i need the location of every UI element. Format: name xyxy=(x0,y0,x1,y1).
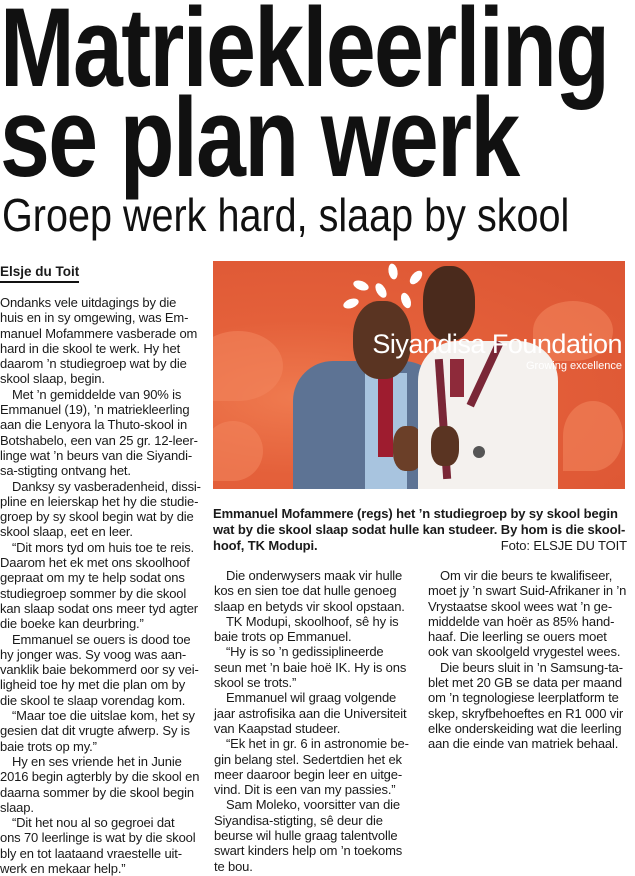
body-text-line: Om vir die beurs te kwalifiseer, xyxy=(440,568,613,583)
body-text-line: skool slaap, begin. xyxy=(0,371,105,387)
body-text-line: gesien dat dit vrugte afwerp. Sy is xyxy=(0,723,190,739)
body-text-line: vind. Dit is een van my passies.” xyxy=(214,782,396,798)
body-text-line: Die onderwysers maak vir hulle xyxy=(226,568,403,583)
body-text-line: baie trots op my.” xyxy=(0,738,97,754)
body-text-line: Met ’n gemiddelde van 90% is xyxy=(12,386,182,402)
logo-text: Siyandisa Foundation xyxy=(372,329,622,359)
body-text-line: sa-stigting ontvang het. xyxy=(0,463,131,479)
body-text-line: vanklik baie bekommerd oor sy vei- xyxy=(0,662,199,678)
photo-caption xyxy=(213,506,627,554)
body-text-line: slaap. xyxy=(0,799,34,815)
body-text-line: bly en tot laataand vraestelle uit- xyxy=(0,845,182,861)
body-text-line: blet met 20 GB se data per maand xyxy=(428,675,622,691)
caption-line: wat by die skool slaap sodat hulle kan studeer. By hom is die skool- xyxy=(213,522,626,537)
body-text-line: 2016 begin agterbly by die skool en xyxy=(0,769,200,785)
body-text-line: meer daaroor begin leer en uitge- xyxy=(214,766,402,782)
article-column-2 xyxy=(214,568,420,874)
article-column-3 xyxy=(428,568,628,752)
body-text-line: jaar astrofisika aan die Universiteit xyxy=(214,705,407,721)
body-text-line: linge wat ’n beurs van die Siyandi- xyxy=(0,447,193,463)
body-text-line: swart kinders help om ’n toekoms xyxy=(214,843,403,859)
byline: Elsje du Toit xyxy=(0,264,79,283)
body-text-line: seun met ’n baie hoë IK. Hy is ons xyxy=(214,659,407,675)
body-text-line: werk en mekaar help.” xyxy=(0,860,126,876)
body-text-line: hy jonger was. Sy voog was aan- xyxy=(0,646,187,662)
body-text-line: elke onderskeiding wat die leerling xyxy=(428,720,622,736)
body-text-line: om ’n tegnologiese leerplatform te xyxy=(428,690,619,706)
body-text-line: aan die einde van matriek behaal. xyxy=(428,736,619,752)
body-text-line: Hy en ses vriende het in Junie xyxy=(12,753,182,769)
body-text-line: “Maar toe die uitslae kom, het sy xyxy=(12,708,195,724)
article-column-1 xyxy=(0,295,207,876)
body-text-line: middelde van hoër as 85% hand- xyxy=(428,613,615,629)
body-text-line: gin belang stel. Sedertdien het ek xyxy=(214,751,402,767)
body-text-line: daarom ’n studiegroep wat by die xyxy=(0,356,187,372)
body-text-line: Die beurs sluit in ’n Samsung-ta- xyxy=(440,659,623,675)
body-text-line: Sam Moleko, voorsitter van die xyxy=(226,797,400,813)
body-text-line: gepraat om my te help sodat ons xyxy=(0,570,185,586)
body-text-line: Siyandisa-stigting, sê deur die xyxy=(214,812,383,828)
body-text-line: “Ek het in gr. 6 in astronomie be- xyxy=(226,736,409,752)
body-text-line: ook van skoolgeld vrygestel wees. xyxy=(428,644,621,660)
article-photo xyxy=(213,261,625,489)
logo-tagline: Growing excellence xyxy=(526,360,622,372)
body-text-line: skep, skryfbehoeftes en R1 000 vir xyxy=(428,705,624,721)
body-text-line: beurse wil hulle graag talentvolle xyxy=(214,828,398,844)
subheadline: Groep werk hard, slaap by skool xyxy=(2,189,570,241)
headline-line-2: se plan werk xyxy=(0,75,519,200)
body-text-line: studiegroep sommer by die skool xyxy=(0,585,187,601)
body-text-line: Danksy sy vasberadenheid, dissi- xyxy=(12,478,201,494)
body-text-line: Botshabelo, een van 25 gr. 12-leer- xyxy=(0,432,198,448)
body-text-line: pline en leierskap het hy die studie- xyxy=(0,493,199,509)
body-text-line: Emmanuel wil graag volgende xyxy=(226,690,397,706)
body-text-line: slaap en betyds vir skool opstaan. xyxy=(214,598,405,614)
body-text-line: daarna sommer by die skool begin xyxy=(0,784,194,800)
body-text-line: hard in die skool te werk. Hy het xyxy=(0,340,181,356)
body-text-line: Daarom het ek met ons skoolhoof xyxy=(0,555,190,571)
body-text-line: baie trots op Emmanuel. xyxy=(214,629,352,645)
body-text-line: TK Modupi, skoolhoof, sê hy is xyxy=(226,613,399,629)
caption-line: Emmanuel Mofammere (regs) het ’n studiegroep by sy skool begin xyxy=(213,506,618,521)
body-text-line: die boeke kan deurbring.” xyxy=(0,616,144,632)
body-text-line: kan slaap sodat ons meer tyd agter xyxy=(0,600,198,616)
body-text-line: van Kaapstad studeer. xyxy=(214,720,341,736)
body-text-line: aan die Lenyora la Thuto-skool in xyxy=(0,417,188,433)
body-text-line: manuel Mofammere vasberade om xyxy=(0,325,198,341)
body-text-line: Emmanuel se ouers is dood toe xyxy=(12,631,191,647)
body-text-line: “Dit het nou al so gegroei dat xyxy=(12,815,175,831)
body-text-line: Vrystaatse skool wees wat ’n ge- xyxy=(428,598,613,614)
body-text-line: moet jy ’n swart Suid-Afrikaner in ’n xyxy=(428,583,627,599)
body-text-line: huis en in sy omgewing, was Em- xyxy=(0,310,189,326)
body-text-line: skool se trots.” xyxy=(214,675,297,691)
body-text-line: Emmanuel (19), ’n matriekleerling xyxy=(0,402,190,418)
body-text-line: haaf. Die leerling se ouers moet xyxy=(428,629,607,645)
body-text-line: kos en sien toe dat hulle genoeg xyxy=(214,583,397,599)
body-text-line: ligheid toe hy met die plan om by xyxy=(0,677,186,693)
body-text-line: skool slaap, eet en leer. xyxy=(0,524,133,540)
body-text-line: te bou. xyxy=(214,858,253,874)
caption-line: hoof, TK Modupi. xyxy=(213,538,318,553)
body-text-line: Ondanks vele uitdagings by die xyxy=(0,295,177,310)
body-text-line: die skool te slaap vorendag kom. xyxy=(0,692,186,708)
body-text-line: ons 70 leerlinge is wat by die skool xyxy=(0,830,196,846)
body-text-line: “Hy is so ’n gedissiplineerde xyxy=(226,644,384,660)
body-text-line: “Dit mors tyd om huis toe te reis. xyxy=(12,539,195,555)
photo-credit: Foto: ELSJE DU TOIT xyxy=(500,538,627,553)
headline-line-1: Matriekleerling xyxy=(0,0,609,110)
body-text-line: groep by sy skool begin wat by die xyxy=(0,509,194,525)
